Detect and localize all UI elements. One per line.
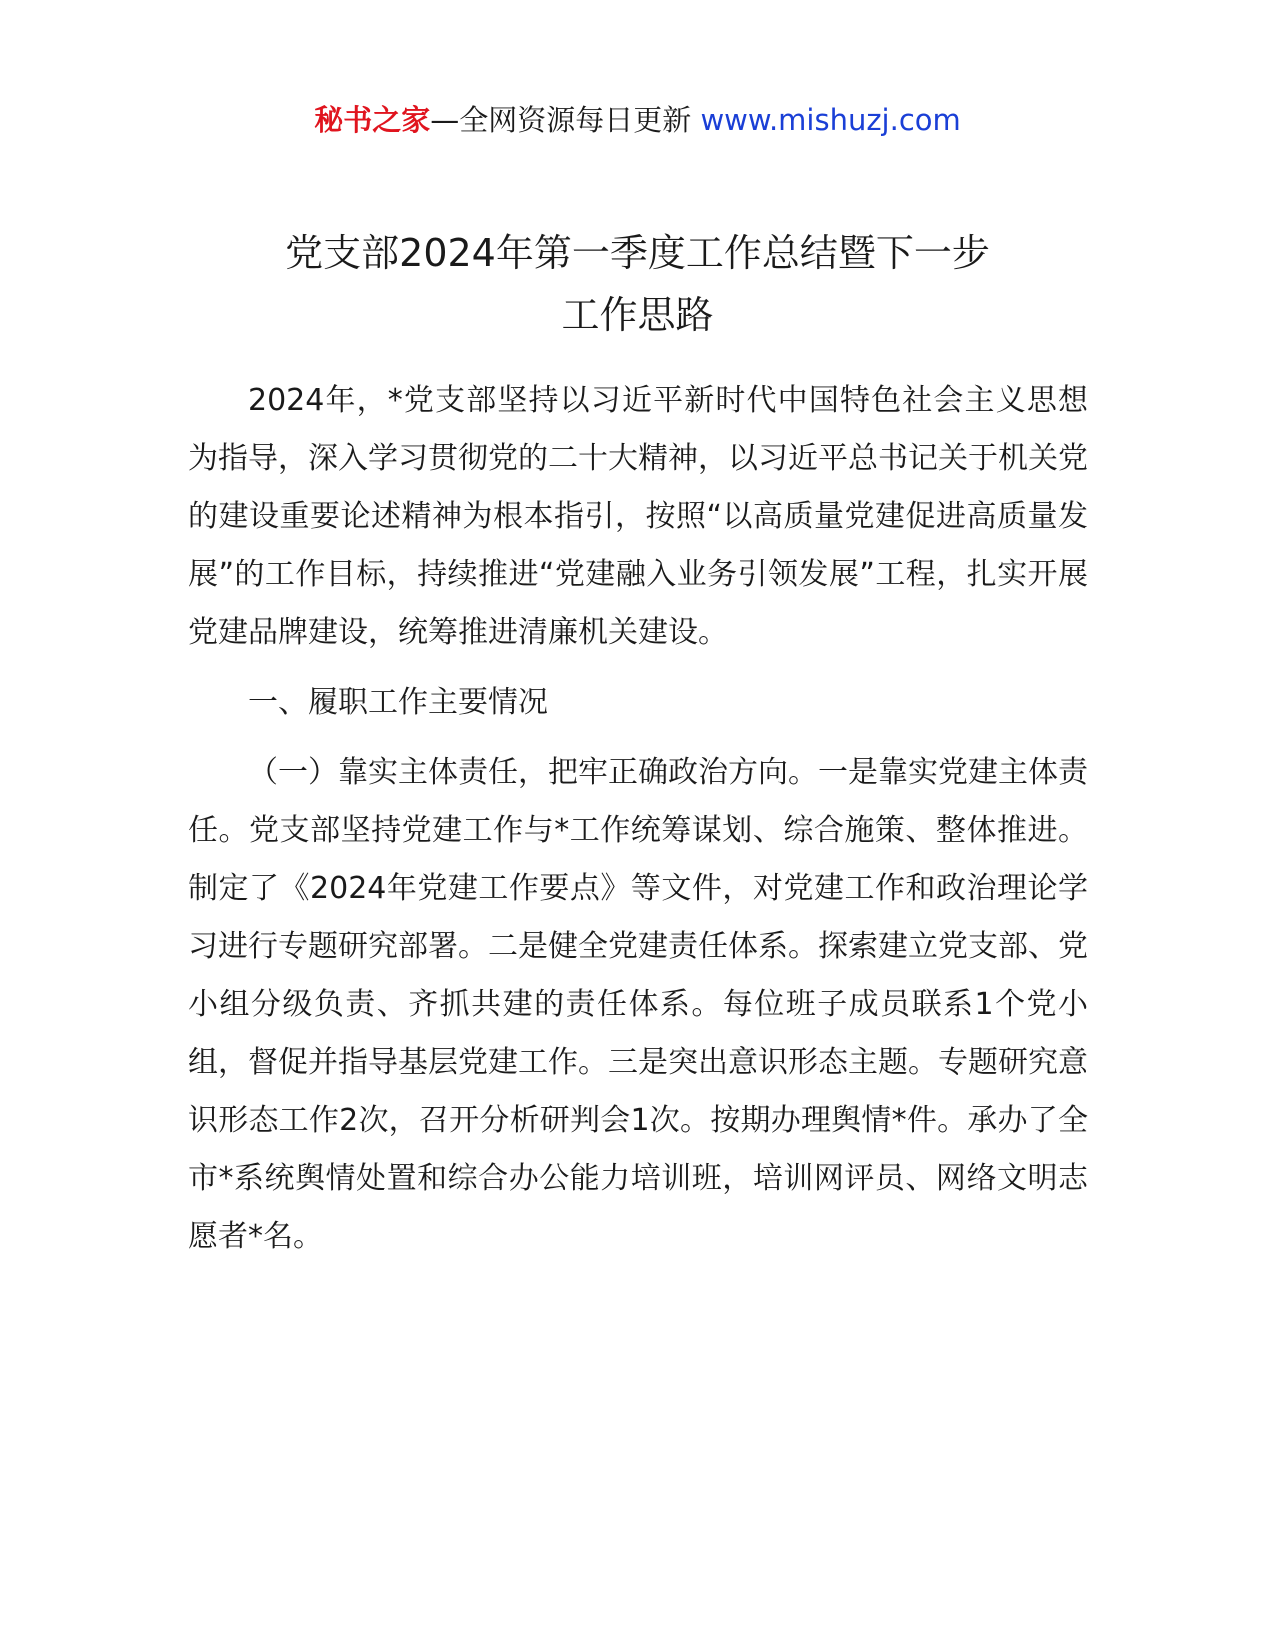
- document-body: [188, 372, 1088, 1266]
- site-banner: [0, 100, 1275, 140]
- site-brand: 秘书之家: [314, 103, 431, 137]
- document-title-line-1: 党支部2024年第一季度工作总结暨下一步: [285, 231, 990, 275]
- document-title: [0, 222, 1275, 346]
- site-url-link[interactable]: www.mishuzj.com: [700, 103, 961, 137]
- document-title-line-2: 工作思路: [561, 293, 714, 337]
- intro-paragraph: 2024年，*党支部坚持以习近平新时代中国特色社会主义思想为指导，深入学习贯彻党的二十大精神，以习近平总书记关于机关党的建设重要论述精神为根本指引，按照“以高质量党建促进高质量发展”的工作目标，持续推进“党建融入业务引领发展”工程，扎实开展党建品牌建设，统筹推进清廉机关建设。: [188, 383, 1088, 650]
- section-heading: 一、履职工作主要情况: [248, 685, 548, 720]
- section-paragraph: （一）靠实主体责任，把牢正确政治方向。一是靠实党建主体责任。党支部坚持党建工作与*工作统筹谋划、综合施策、整体推进。制定了《2024年党建工作要点》等文件，对党建工作和政治理论学习进行专题研究部署。二是健全党建责任体系。探索建立党支部、党小组分级负责、齐抓共建的责任体系。每位班子成员联系1个党小组，督促并指导基层党建工作。三是突出意识形态主题。专题研究意识形态工作2次，召开分析研判会1次。按期办理舆情*件。承办了全市*系统舆情处置和综合办公能力培训班，培训网评员、网络文明志愿者*名。: [188, 755, 1088, 1254]
- site-tagline: —全网资源每日更新: [430, 103, 692, 137]
